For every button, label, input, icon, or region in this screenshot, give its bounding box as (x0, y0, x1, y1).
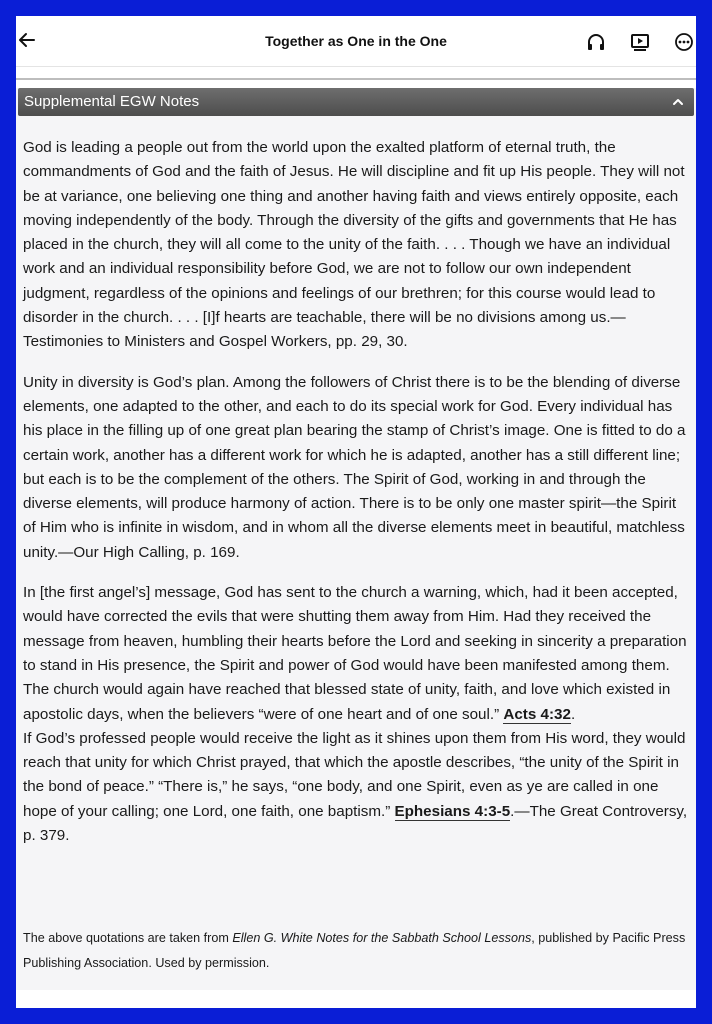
paragraph-4 (23, 727, 691, 848)
scripture-link-ephesians[interactable]: Ephesians 4:3-5 (394, 802, 511, 820)
paragraph-2: Unity in diversity is God’s plan. Among the followers of Christ there is to be the blending of diverse elements, one adapted to the other, and each to do its special work for God. Every individual has his place in the filling up of one great plan bearing the stamp of Christ’s image. One is fitted to do a certain work, another has a different work for which he is adapted, another has a still different line; but each is to be the complement of the others. The Spirit of God, working in and through the diverse elements, will produce harmony of action. There is to be only one master spirit—the Spirit of Him who is infinite in wisdom, and in whom all the diverse elements meet in beautiful, matchless unity.—Our High Calling, p. 169. (23, 373, 686, 561)
top-bar (16, 16, 696, 67)
footnote (23, 926, 691, 976)
more-icon[interactable] (674, 32, 694, 52)
paragraph-1: God is leading a people out from the world upon the exalted platform of eternal truth, the commandments of God and the faith of Jesus. He will discipline and fit up His people. They will not be at variance, one believing one thing and another having faith and views entirely opposite, each moving independently of the body. Through the diversity of the gifts and governments that He has placed in the church, they will all come to the unity of the faith. . . . Though we have an individual work and an individual responsibility before God, we are not to follow our own independent judgment, regardless of the opinions and feelings of our brethren; for this course would lead to disorder in the church. . . . [I]f hearts are teachable, there will be no divisions among us.—Testimonies to Ministers and Gospel Workers, pp. 29, 30. (23, 139, 685, 351)
paragraph-4-text: If God’s professed people would receive the light as it shines upon them from His word, they would reach that unity for which Christ prayed, that which the apostle describes, “the unity of the Spirit in the bond of peace.” “There is,” he says, “one body, and one Spirit, even as ye are called in one hope of your calling; one Lord, one faith, one baptism.” (23, 729, 686, 820)
paragraph-3-end: . (570, 705, 576, 723)
paragraph-4-end: .—The Great Controversy, p. 379. (23, 802, 688, 845)
section-header[interactable] (18, 88, 694, 116)
content-area (16, 88, 696, 990)
divider (16, 78, 696, 80)
chevron-up-icon[interactable] (672, 97, 684, 107)
headphones-icon[interactable] (586, 32, 606, 52)
footnote-book-title: Ellen G. White Notes for the Sabbath School Lessons (232, 931, 532, 945)
paragraph-3-text: In [the first angel’s] message, God has sent to the church a warning, which, had it been accepted, would have corrected the evils that were shutting them away from Him. Had they received the message from heaven, humbling their hearts before the Lord and seeking in sincerity a preparation to stand in His presence, the Spirit and power of God would have been manifested among them. The church would again have reached that blessed state of unity, faith, and love which existed in apostolic days, when the believers “were of one heart and of one soul.” (23, 584, 687, 723)
app-window (16, 16, 696, 1008)
section-title: Supplemental EGW Notes (24, 93, 200, 110)
notes-body (23, 136, 691, 864)
footnote-after: , published by Pacific Press Publishing Association. Used by permission. (23, 931, 686, 970)
paragraph-3 (23, 581, 691, 727)
footnote-before: The above quotations are taken from (23, 931, 233, 945)
slides-icon[interactable] (630, 32, 650, 52)
page-title: Together as One in the One (265, 33, 447, 49)
scripture-link-acts[interactable]: Acts 4:32 (503, 705, 571, 723)
